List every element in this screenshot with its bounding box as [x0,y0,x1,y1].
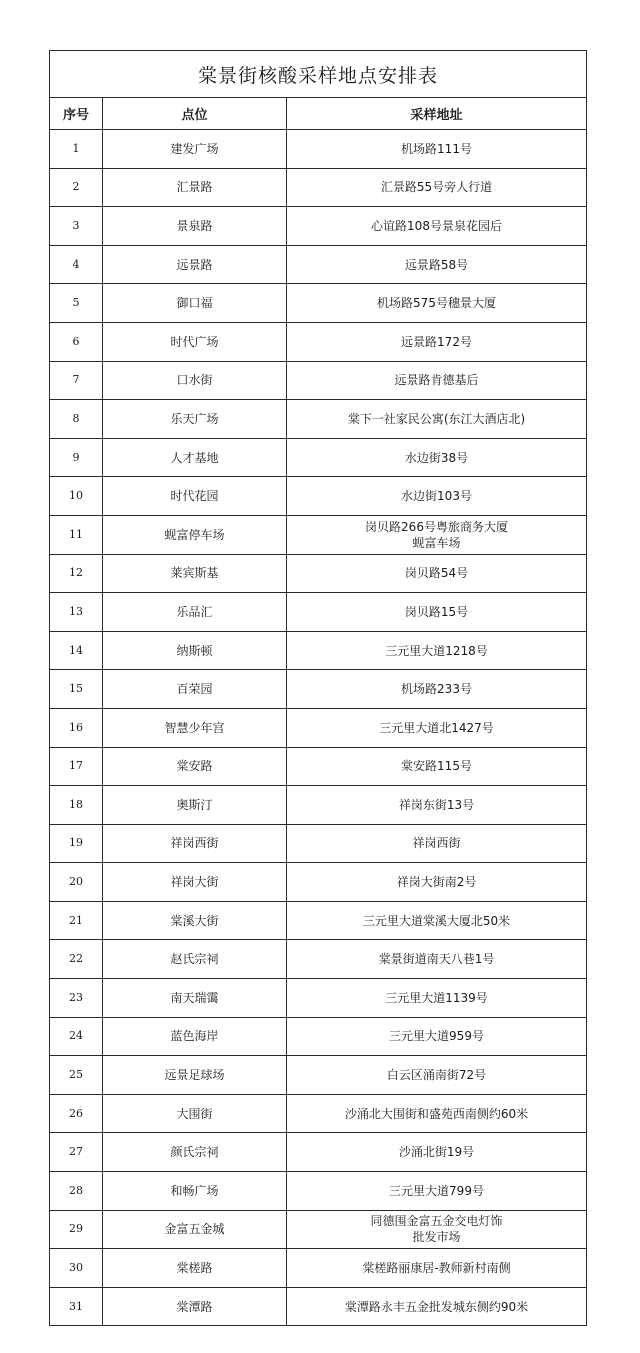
header-no: 序号 [50,98,103,130]
row-number: 27 [50,1133,103,1172]
row-number: 19 [50,824,103,863]
address-line: 白云区涌南街72号 [386,1068,487,1083]
row-number: 16 [50,708,103,747]
site-name: 百荣园 [103,670,287,709]
table-body [50,130,587,1326]
address-line: 三元里大道959号 [389,1029,484,1044]
address-line: 棠下一社家民公寓(东江大酒店北) [347,411,526,426]
sampling-address [287,438,587,477]
sampling-address [287,1249,587,1288]
table-row [50,786,587,825]
sampling-address [287,515,587,554]
table-row [50,400,587,439]
row-number: 23 [50,979,103,1018]
table-row [50,863,587,902]
sampling-address [287,940,587,979]
table-row [50,284,587,323]
row-number: 7 [50,361,103,400]
sampling-address [287,786,587,825]
table-title: 棠景街核酸采样地点安排表 [50,51,587,98]
site-name: 棠潭路 [103,1287,287,1326]
row-number: 12 [50,554,103,593]
row-number: 8 [50,400,103,439]
row-number: 29 [50,1210,103,1249]
site-name: 大围街 [103,1094,287,1133]
address-line: 机场路111号 [401,141,472,156]
site-name: 时代花园 [103,477,287,516]
site-name: 颜氏宗祠 [103,1133,287,1172]
sampling-address [287,824,587,863]
site-name: 景泉路 [103,207,287,246]
site-name: 汇景路 [103,168,287,207]
address-line: 沙涌北大围街和盛苑西南侧约60米 [344,1106,529,1121]
row-number: 10 [50,477,103,516]
row-number: 3 [50,207,103,246]
address-line: 蚬富车场 [412,535,461,550]
row-number: 21 [50,901,103,940]
site-name: 金富五金城 [103,1210,287,1249]
sampling-address [287,901,587,940]
table-row [50,901,587,940]
address-line: 祥岗大街南2号 [396,875,477,890]
table-row [50,207,587,246]
site-name: 棠安路 [103,747,287,786]
address-line: 棠槎路丽康居-教师新村南侧 [362,1261,511,1276]
address-line: 机场路233号 [401,682,472,697]
sampling-address [287,245,587,284]
site-name: 蚬富停车场 [103,515,287,554]
address-line: 远景路肯德基后 [394,373,479,388]
table-row [50,708,587,747]
site-name: 乐天广场 [103,400,287,439]
address-line: 水边街103号 [401,489,472,504]
site-name: 口水街 [103,361,287,400]
row-number: 28 [50,1172,103,1211]
table-row [50,1210,587,1249]
row-number: 11 [50,515,103,554]
address-line: 三元里大道棠溪大厦北50米 [362,913,511,928]
table-row [50,747,587,786]
sampling-address [287,670,587,709]
site-name: 御口福 [103,284,287,323]
site-name: 莱宾斯基 [103,554,287,593]
address-line: 岗贝路266号粤旅商务大厦 [365,519,508,534]
address-line: 汇景路55号旁人行道 [380,180,493,195]
table-row [50,1249,587,1288]
row-number: 24 [50,1017,103,1056]
site-name: 奥斯汀 [103,786,287,825]
address-line: 远景路172号 [401,334,472,349]
row-number: 13 [50,593,103,632]
table-row [50,554,587,593]
sampling-address [287,400,587,439]
sampling-address [287,1287,587,1326]
table-row [50,438,587,477]
address-line: 三元里大道1139号 [385,990,488,1005]
sampling-address [287,979,587,1018]
table-row [50,168,587,207]
address-line: 棠潭路永丰五金批发城东侧约90米 [344,1299,529,1314]
site-name: 远景足球场 [103,1056,287,1095]
row-number: 18 [50,786,103,825]
site-name: 时代广场 [103,322,287,361]
sampling-address [287,631,587,670]
site-name: 棠溪大街 [103,901,287,940]
table-row [50,1094,587,1133]
row-number: 17 [50,747,103,786]
address-line: 机场路575号穗景大厦 [377,296,496,311]
site-name: 蓝色海岸 [103,1017,287,1056]
sampling-address [287,1172,587,1211]
site-name: 纳斯顿 [103,631,287,670]
site-name: 赵氏宗祠 [103,940,287,979]
sampling-address [287,361,587,400]
table-row [50,477,587,516]
row-number: 5 [50,284,103,323]
address-line: 远景路58号 [404,257,469,272]
sampling-address [287,477,587,516]
address-line: 岗贝路54号 [404,566,469,581]
sampling-address [287,554,587,593]
address-line: 批发市场 [412,1230,461,1245]
table-row [50,515,587,554]
site-name: 祥岗大街 [103,863,287,902]
table-row [50,670,587,709]
row-number: 9 [50,438,103,477]
site-name: 祥岗西街 [103,824,287,863]
row-number: 1 [50,130,103,169]
sampling-address [287,1133,587,1172]
site-name: 建发广场 [103,130,287,169]
row-number: 26 [50,1094,103,1133]
address-line: 棠景街道南天八巷1号 [378,952,495,967]
table-row [50,1172,587,1211]
row-number: 15 [50,670,103,709]
sampling-address [287,708,587,747]
site-name: 乐品汇 [103,593,287,632]
table-row [50,1017,587,1056]
header-address: 采样地址 [287,98,587,130]
address-line: 沙涌北街19号 [398,1145,475,1160]
site-name: 和畅广场 [103,1172,287,1211]
site-name: 棠槎路 [103,1249,287,1288]
table-row [50,824,587,863]
table-row [50,361,587,400]
row-number: 22 [50,940,103,979]
site-name: 人才基地 [103,438,287,477]
sampling-schedule-table [49,50,587,1326]
address-line: 三元里大道北1427号 [379,720,494,735]
sampling-address [287,1094,587,1133]
address-line: 岗贝路15号 [404,604,469,619]
address-line: 棠安路115号 [401,759,472,774]
table-row [50,245,587,284]
sampling-address [287,1210,587,1249]
sampling-address [287,207,587,246]
address-line: 同德围金富五金交电灯饰 [370,1214,503,1229]
title-row [50,51,587,98]
sampling-address [287,747,587,786]
table-row [50,631,587,670]
address-line: 祥岗西街 [412,836,461,851]
row-number: 25 [50,1056,103,1095]
row-number: 30 [50,1249,103,1288]
row-number: 20 [50,863,103,902]
row-number: 2 [50,168,103,207]
sampling-address [287,322,587,361]
site-name: 南天瑞霭 [103,979,287,1018]
sampling-address [287,130,587,169]
table-row [50,1056,587,1095]
site-name: 远景路 [103,245,287,284]
address-line: 三元里大道1218号 [385,643,488,658]
table-row [50,130,587,169]
sampling-address [287,284,587,323]
address-line: 三元里大道799号 [389,1183,484,1198]
address-line: 心谊路108号景泉花园后 [371,218,502,233]
sampling-address [287,1017,587,1056]
header-site: 点位 [103,98,287,130]
sampling-address [287,1056,587,1095]
site-name: 智慧少年宫 [103,708,287,747]
sampling-address [287,168,587,207]
header-row [50,98,587,130]
table-row [50,1287,587,1326]
sampling-address [287,863,587,902]
sampling-address [287,593,587,632]
row-number: 6 [50,322,103,361]
address-line: 水边街38号 [404,450,469,465]
table-row [50,979,587,1018]
table-row [50,322,587,361]
table-row [50,1133,587,1172]
row-number: 4 [50,245,103,284]
row-number: 14 [50,631,103,670]
table-row [50,940,587,979]
row-number: 31 [50,1287,103,1326]
table-row [50,593,587,632]
address-line: 祥岗东街13号 [398,797,475,812]
